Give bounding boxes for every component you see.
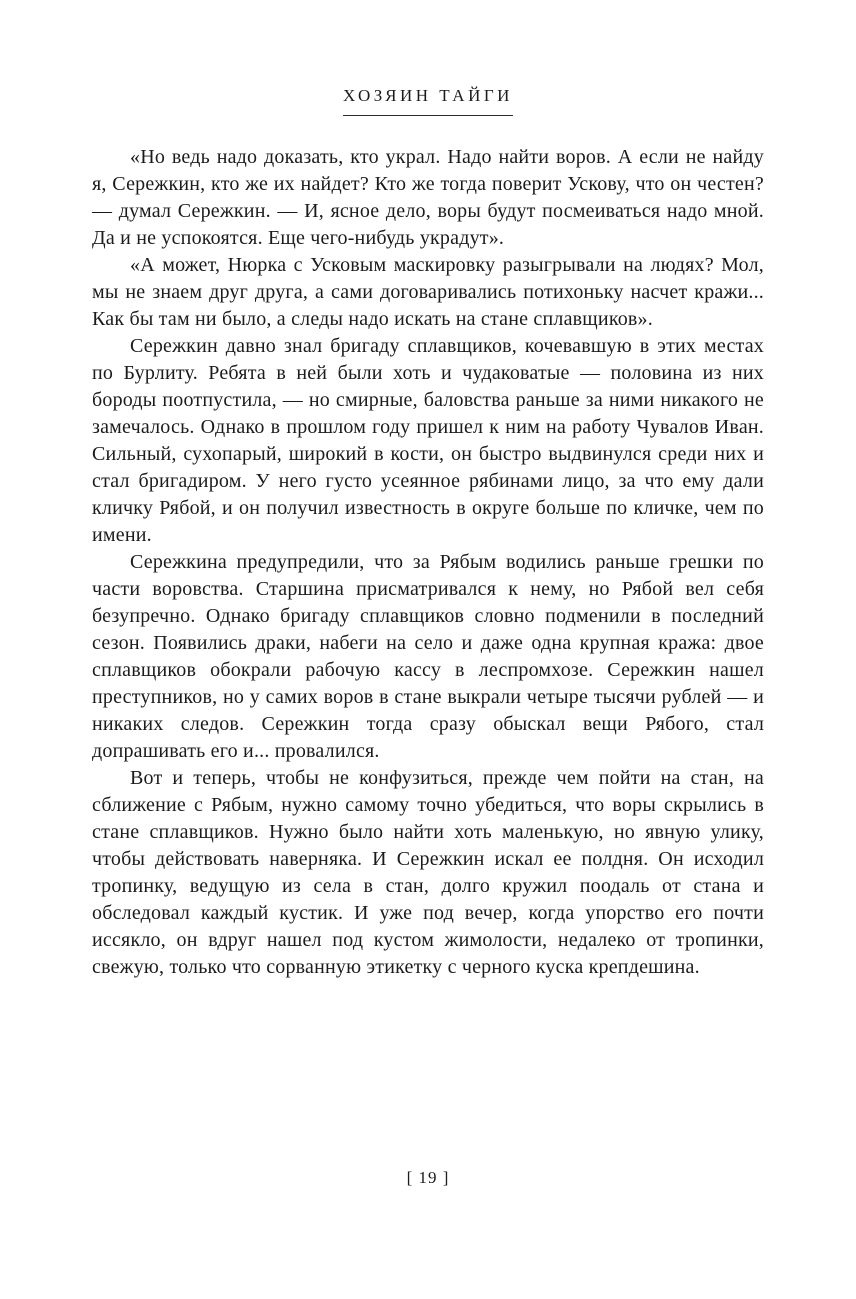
- paragraph: Сережкин давно знал бригаду сплавщиков, кочевавшую в этих местах по Бурлиту. Ребята в ней были хоть и чудаковатые — половина из них бороды поотпустила, — но смирные, баловства раньше за ними никакого не замечалось. Однако в прошлом году пришел к ним на работу Чувалов Иван. Сильный, сухопарый, широкий в кости, он быстро выдвинулся среди них и стал бригадиром. У него густо усеянное рябинами лицо, за что ему дали кличку Рябой, и он получил известность в округе больше по кличке, чем по имени.: [92, 335, 764, 546]
- paragraph: «Но ведь надо доказать, кто украл. Надо найти воров. А если не найду я, Сережкин, кто же их найдет? Кто же тогда поверит Ускову, что он честен? — думал Сережкин. — И, ясное дело, воры будут посмеиваться надо мной. Да и не успокоятся. Еще чего-нибудь украдут».: [92, 146, 764, 249]
- paragraph: «А может, Нюрка с Усковым маскировку разыгрывали на людях? Мол, мы не знаем друг друга, а сами договаривались потихоньку насчет кражи... Как бы там ни было, а следы надо искать на стане сплавщиков».: [92, 254, 764, 330]
- page-number: [ 19 ]: [406, 1168, 450, 1187]
- page-title: ХОЗЯИН ТАЙГИ: [343, 86, 513, 116]
- paragraph: Вот и теперь, чтобы не конфузиться, прежде чем пойти на стан, на сближение с Рябым, нужно самому точно убедиться, что воры скрылись в стане сплавщиков. Нужно было найти хоть маленькую, но явную улику, чтобы действовать наверняка. И Сережкин искал ее полдня. Он исходил тропинку, ведущую из села в стан, долго кружил поодаль от стана и обследовал каждый кустик. И уже под вечер, когда упорство его почти иссякло, он вдруг нашел под кустом жимолости, недалеко от тропинки, свежую, только что сорванную этикетку с черного куска крепдешина.: [92, 767, 764, 978]
- paragraph: Сережкина предупредили, что за Рябым водились раньше грешки по части воровства. Старшина присматривался к нему, но Рябой вел себя безупречно. Однако бригаду сплавщиков словно подменили в последний сезон. Появились драки, набеги на село и даже одна крупная кража: двое сплавщиков обокрали рабочую кассу в леспромхозе. Сережкин нашел преступников, но у самих воров в стане выкрали четыре тысячи рублей — и никаких следов. Сережкин тогда сразу обыскал вещи Рябого, стал допрашивать его и... провалился.: [92, 551, 764, 762]
- text-block: [92, 144, 764, 981]
- running-header: [0, 0, 856, 116]
